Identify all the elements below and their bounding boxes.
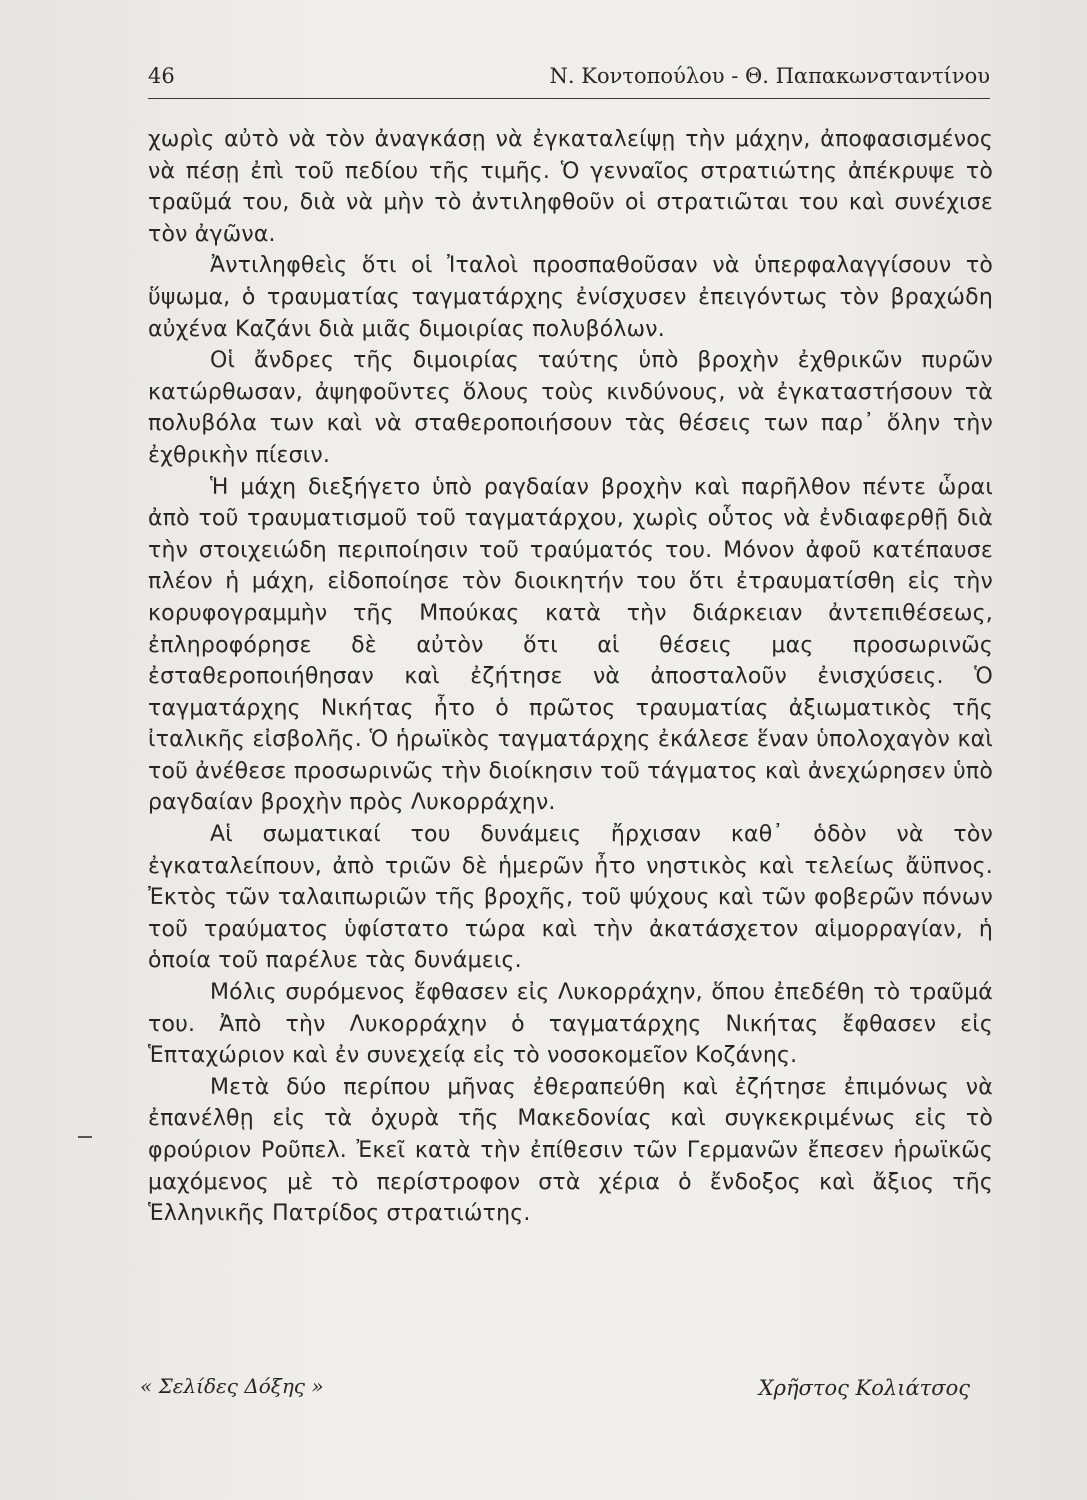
header-rule — [148, 98, 990, 99]
signature-row — [140, 1374, 970, 1410]
running-head: Ν. Κοντοπούλου - Θ. Παπακωνσταντίνου — [549, 64, 990, 88]
paragraph-1: χωρὶς αὐτὸ νὰ τὸν ἀναγκάσῃ νὰ ἐγκαταλείψῃ τὴν μάχην, ἀποφασισμένος νὰ πέσῃ ἐπὶ τοῦ πεδίου τῆς τιμῆς. Ὁ γενναῖος στρατιώτης ἀπέκρυψε τὸ τραῦμά του, διὰ νὰ μὴν τὸ ἀντιληφθοῦν οἱ στρατιῶται του καὶ συνέχισε τὸν ἀγῶνα. — [148, 127, 993, 247]
paragraph-5: Αἱ σωματικαί του δυνάμεις ἤρχισαν καθ᾽ ὁδὸν νὰ τὸν ἐγκαταλείπουν, ἀπὸ τριῶν δὲ ἡμερῶν ἦτο νηστικὸς καὶ τελείως ἄϋπνος. Ἐκτὸς τῶν ταλαιπωριῶν τῆς βροχῆς, τοῦ ψύχους καὶ τῶν φοβερῶν πόνων τοῦ τραύματος ὑφίστατο τώρα καὶ τὴν ἀκατάσχετον αἱμορραγίαν, ἡ ὁποία τοῦ παρέλυε τὰς δυνάμεις. — [148, 822, 993, 974]
author-name: Χρῆστος Κολιάτσος — [758, 1376, 970, 1400]
paragraph-2: Ἀντιληφθεὶς ὅτι οἱ Ἰταλοὶ προσπαθοῦσαν νὰ ὑπερφαλαγγίσουν τὸ ὕψωμα, ὁ τραυματίας ταγματάρχης ἐνίσχυσεν ἐπειγόντως τὸν βραχώδη αὐχένα Καζάνι διὰ μιᾶς διμοιρίας πολυβόλων. — [148, 253, 993, 342]
paragraph-7: Μετὰ δύο περίπου μῆνας ἐθεραπεύθη καὶ ἐζήτησε ἐπιμόνως νὰ ἐπανέλθῃ εἰς τὰ ὀχυρὰ τῆς Μακεδονίας καὶ συγκεκριμένως εἰς τὸ φρούριον Ροῦπελ. Ἐκεῖ κατὰ τὴν ἐπίθεσιν τῶν Γερμανῶν ἔπεσεν ἡρωϊκῶς μαχόμενος μὲ τὸ περίστροφον στὰ χέρια ὁ ἔνδοξος καὶ ἄξιος τῆς Ἑλληνικῆς Πατρίδος στρατιώτης. — [148, 1074, 993, 1227]
margin-mark — [78, 1136, 92, 1138]
page-header — [148, 64, 990, 96]
source-citation: « Σελίδες Δόξης » — [140, 1374, 324, 1398]
paragraph-3: Οἱ ἄνδρες τῆς διμοιρίας ταύτης ὑπὸ βροχὴν ἐχθρικῶν πυρῶν κατώρθωσαν, ἀψηφοῦντες ὅλους τοὺς κινδύνους, νὰ ἐγκαταστήσουν τὰ πολυβόλα των καὶ νὰ σταθεροποιήσουν τὰς θέσεις των παρ᾽ ὅλην τὴν ἐχθρικὴν πίεσιν. — [148, 348, 993, 468]
page-number: 46 — [148, 64, 175, 88]
body-text — [148, 124, 993, 1230]
paragraph-6: Μόλις συρόμενος ἔφθασεν εἰς Λυκορράχην, ὅπου ἐπεδέθη τὸ τραῦμά του. Ἀπὸ τὴν Λυκορράχην ὁ ταγματάρχης Νικήτας ἔφθασεν εἰς Ἑπταχώριον καὶ ἐν συνεχείᾳ εἰς τὸ νοσοκομεῖον Κοζάνης. — [148, 980, 993, 1069]
paragraph-4: Ἡ μάχη διεξήγετο ὑπὸ ραγδαίαν βροχὴν καὶ παρῆλθον πέντε ὧραι ἀπὸ τοῦ τραυματισμοῦ τοῦ ταγματάρχου, χωρὶς οὗτος νὰ ἐνδιαφερθῇ διὰ τὴν στοιχειώδη περιποίησιν τοῦ τραύματός του. Μόνον ἀφοῦ κατέπαυσε πλέον ἡ μάχη, εἰδοποίησε τὸν διοικητήν του ὅτι ἐτραυματίσθη εἰς τὴν κορυφογραμμὴν τῆς Μπούκας κατὰ τὴν διάρκειαν ἀντεπιθέσεως, ἐπληροφόρησε δὲ αὐτὸν ὅτι αἱ θέσεις μας προσωρινῶς ἐσταθεροποιήθησαν καὶ ἐζήτησε νὰ ἀποσταλοῦν ἐνισχύσεις. Ὁ ταγματάρχης Νικήτας ἦτο ὁ πρῶτος τραυματίας ἀξιωματικὸς τῆς ἰταλικῆς εἰσβολῆς. Ὁ ἡρωϊκὸς ταγματάρχης ἐκάλεσε ἕναν ὑπολοχαγὸν καὶ τοῦ ἀνέθεσε προσωρινῶς τὴν διοίκησιν τοῦ τάγματος καὶ ἀνεχώρησεν ὑπὸ ραγδαίαν βροχὴν πρὸς Λυκορράχην. — [148, 474, 993, 816]
